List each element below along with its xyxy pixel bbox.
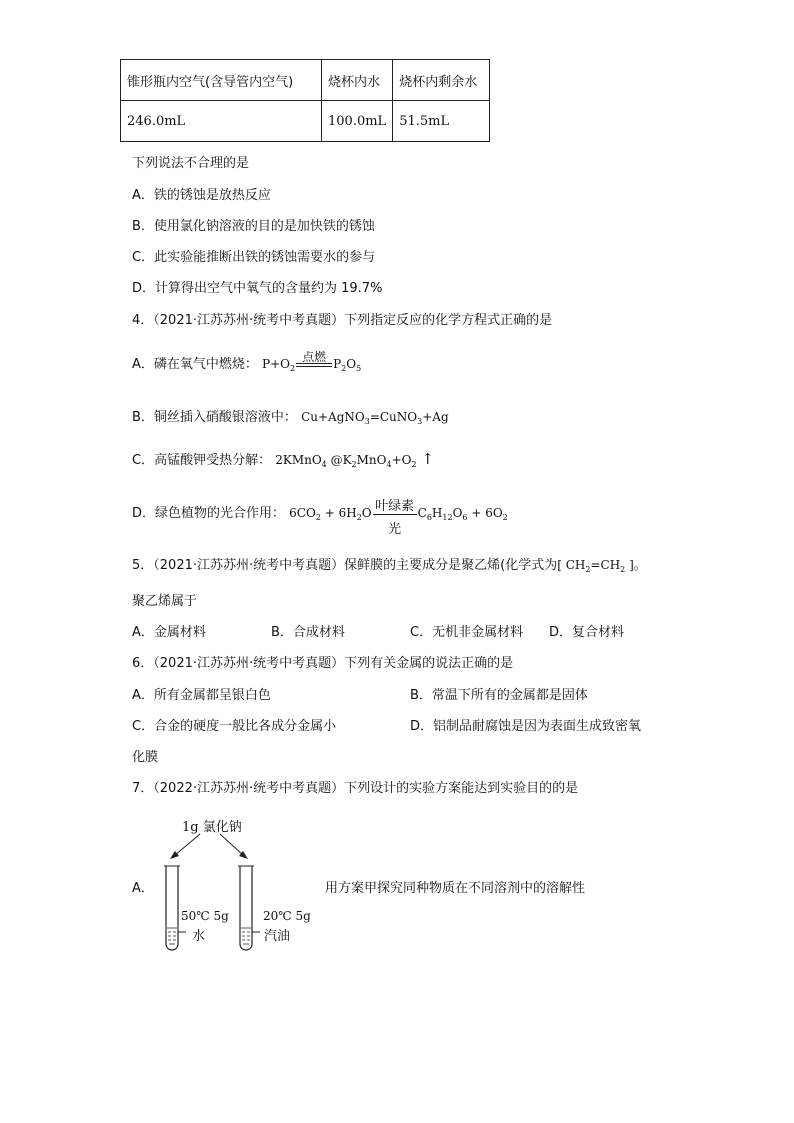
condition-label-bottom: 光 [388, 522, 402, 537]
chemical-equation [262, 350, 362, 373]
option-d: D．计算得出空气中氧气的含量约为 19.7% [132, 281, 383, 296]
equation-text: H [431, 506, 443, 520]
table-value-cell: 51.5mL [393, 101, 490, 142]
table-value-cell: 100.0mL [322, 101, 393, 142]
stem-text: 。 [633, 558, 647, 573]
subscript: 3 [417, 417, 423, 426]
option-label: C．高锰酸钾受热分解： [132, 453, 272, 468]
formula-text: [ CH [557, 558, 586, 572]
chemical-equation [275, 450, 434, 469]
option-a [132, 350, 362, 373]
option-a: A．金属材料 [132, 625, 206, 640]
question-stem: 7．（2022·江苏苏州·统考中考真题）下列设计的实验方案能达到实验目的的是 [132, 781, 579, 796]
formula-text: ] [625, 558, 634, 572]
left-arrow-line [174, 834, 200, 856]
table-value-cell: 246.0mL [121, 101, 322, 142]
table-header-cell: 烧杯内水 [322, 60, 393, 101]
option-b: B．使用氯化钠溶液的目的是加快铁的锈蚀 [132, 219, 375, 234]
option-a: A．铁的锈蚀是放热反应 [132, 188, 271, 203]
left-test-tube [166, 866, 178, 950]
reaction-condition [296, 350, 332, 367]
subscript: 12 [442, 513, 453, 522]
subscript: 2 [502, 513, 508, 522]
question-stem [132, 554, 647, 573]
option-d [132, 499, 508, 537]
option-a-label: A． [132, 881, 154, 896]
subscript: 6 [462, 513, 468, 522]
subscript: 2 [356, 513, 362, 522]
right-liquid [241, 928, 251, 944]
solute-label: 1g 氯化钠 [182, 820, 242, 835]
table-header-cell: 锥形瓶内空气(含导管内空气) [121, 60, 322, 101]
subscript: 5 [356, 364, 362, 373]
option-c: C．无机非金属材料 [410, 625, 524, 640]
chemical-equation [301, 410, 449, 424]
subscript: 4 [386, 460, 392, 469]
question-stem: 6．（2021·江苏苏州·统考中考真题）下列有关金属的说法正确的是 [132, 656, 514, 671]
option-c: C．合金的硬度一般比各成分金属小 [132, 719, 337, 734]
subscript: 2 [315, 513, 321, 522]
option-a-text: 用方案甲探究同种物质在不同溶剂中的溶解性 [325, 881, 586, 896]
condition-label-top: 叶绿素 [375, 499, 415, 514]
equation-text: Cu+AgNO [301, 410, 365, 424]
experiment-figure [150, 830, 280, 955]
option-d: D．复合材料 [549, 625, 625, 640]
left-tube-condition: 50℃ 5g [181, 909, 229, 923]
subscript: 2 [341, 364, 347, 373]
condition-label: 点燃 [302, 350, 327, 364]
subscript: 3 [364, 417, 370, 426]
option-c [132, 449, 434, 468]
equation-text: +O [391, 453, 412, 467]
table-row [121, 101, 490, 142]
right-tube-condition: 20℃ 5g [263, 909, 311, 923]
option-d: D．铝制品耐腐蚀是因为表面生成致密氧 [410, 719, 642, 734]
equation-text: +Ag [422, 410, 449, 424]
option-label: A．磷在氧气中燃烧： [132, 357, 258, 372]
equation-text: + 6O [467, 506, 503, 520]
chemical-formula [557, 558, 634, 572]
question-stem-continued: 聚乙烯属于 [132, 594, 198, 609]
equation-text: O [346, 357, 357, 371]
option-d-continued: 化膜 [132, 750, 159, 765]
stem-text: 5．（2021·江苏苏州·统考中考真题）保鲜膜的主要成分是聚乙烯(化学式为 [132, 558, 558, 573]
data-table [120, 59, 490, 142]
gas-arrow: ↑ [416, 450, 434, 468]
equation-text: @K [326, 453, 352, 467]
left-arrow-head [170, 851, 179, 859]
formula-text: =CH [590, 558, 621, 572]
equation-text: MnO [356, 453, 387, 467]
equation-text: =CuNO [369, 410, 418, 424]
subscript: 2 [411, 460, 417, 469]
option-b [132, 406, 449, 425]
subscript: 2 [351, 460, 357, 469]
option-b: B．合成材料 [271, 625, 345, 640]
equation-text: O [361, 506, 372, 520]
subscript: 2 [585, 565, 591, 574]
option-label: D．绿色植物的光合作用： [132, 506, 286, 521]
reaction-condition [373, 499, 417, 537]
subscript: 6 [426, 513, 432, 522]
left-liquid [167, 928, 177, 944]
left-tube-solvent: 水 [192, 929, 206, 944]
question-stem: 4．（2021·江苏苏州·统考中考真题）下列指定反应的化学方程式正确的是 [132, 313, 553, 328]
option-label: B．铜丝插入硝酸银溶液中： [132, 410, 297, 425]
table-row [121, 60, 490, 101]
option-c: C．此实验能推断出铁的锈蚀需要水的参与 [132, 250, 376, 265]
right-tube-solvent: 汽油 [264, 929, 291, 944]
reaction-line [373, 514, 417, 515]
option-b: B．常温下所有的金属都是固体 [410, 688, 588, 703]
equation-text: P+O [262, 357, 291, 371]
equation-text: + 6H [320, 506, 357, 520]
chemical-equation [289, 499, 508, 537]
subscript: 2 [290, 364, 296, 373]
equation-text: O [452, 506, 463, 520]
equation-text: 6CO [289, 506, 316, 520]
subscript: 2 [620, 565, 626, 574]
table-header-cell: 烧杯内剩余水 [393, 60, 490, 101]
option-a: A．所有金属都呈银白色 [132, 688, 271, 703]
right-test-tube [240, 866, 252, 950]
equation-text: 2KMnO [275, 453, 322, 467]
equation-text: P [333, 357, 342, 371]
subscript: 4 [321, 460, 327, 469]
question-stem: 下列说法不合理的是 [132, 156, 250, 171]
right-arrow-line [220, 834, 244, 856]
equation-text: C [417, 506, 427, 520]
